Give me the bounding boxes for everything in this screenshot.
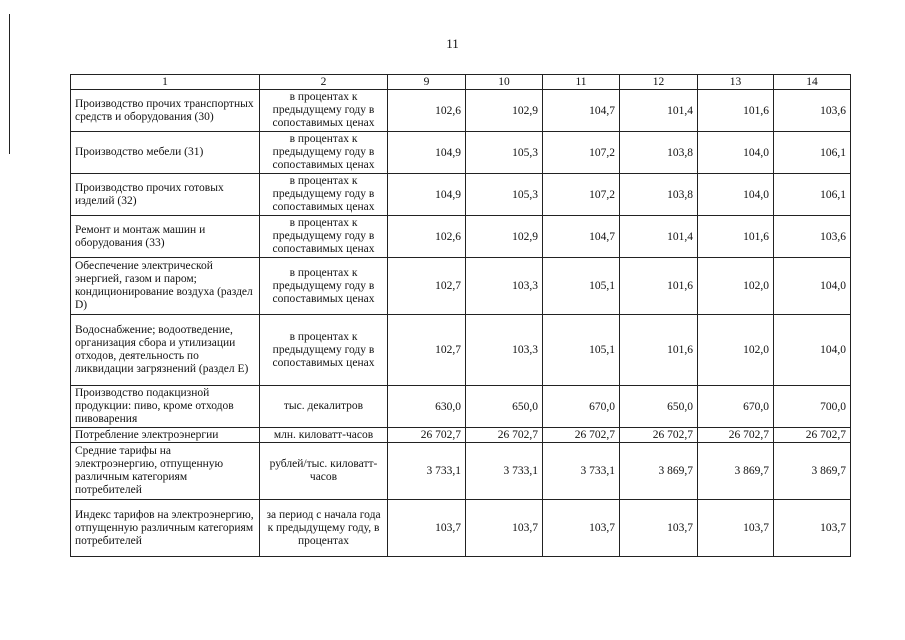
value-cell: 106,1 bbox=[774, 132, 851, 174]
value-cell: 650,0 bbox=[466, 386, 543, 428]
table-row bbox=[71, 216, 851, 258]
value-cell: 103,3 bbox=[466, 315, 543, 386]
value-cell: 107,2 bbox=[543, 132, 620, 174]
unit-cell: млн. киловатт-часов bbox=[260, 428, 388, 443]
table-row bbox=[71, 90, 851, 132]
value-cell: 103,7 bbox=[698, 500, 774, 557]
value-cell: 102,0 bbox=[698, 315, 774, 386]
column-header: 12 bbox=[620, 75, 698, 90]
value-cell: 103,7 bbox=[543, 500, 620, 557]
unit-cell: в процентах к предыдущему году в сопоставимых ценах bbox=[260, 90, 388, 132]
value-cell: 101,4 bbox=[620, 90, 698, 132]
value-cell: 105,3 bbox=[466, 132, 543, 174]
value-cell: 650,0 bbox=[620, 386, 698, 428]
table-row bbox=[71, 386, 851, 428]
unit-cell: в процентах к предыдущему году в сопоставимых ценах bbox=[260, 315, 388, 386]
value-cell: 103,7 bbox=[620, 500, 698, 557]
value-cell: 102,6 bbox=[388, 216, 466, 258]
value-cell: 104,7 bbox=[543, 216, 620, 258]
indicator-cell: Производство подакцизной продукции: пиво, кроме отходов пивоварения bbox=[71, 386, 260, 428]
value-cell: 26 702,7 bbox=[774, 428, 851, 443]
value-cell: 104,0 bbox=[698, 132, 774, 174]
indicator-cell: Производство прочих готовых изделий (32) bbox=[71, 174, 260, 216]
value-cell: 26 702,7 bbox=[543, 428, 620, 443]
value-cell: 3 733,1 bbox=[466, 443, 543, 500]
column-header: 11 bbox=[543, 75, 620, 90]
value-cell: 26 702,7 bbox=[698, 428, 774, 443]
value-cell: 3 733,1 bbox=[388, 443, 466, 500]
value-cell: 103,6 bbox=[774, 216, 851, 258]
value-cell: 630,0 bbox=[388, 386, 466, 428]
table-row bbox=[71, 174, 851, 216]
value-cell: 105,1 bbox=[543, 315, 620, 386]
unit-cell: тыс. декалитров bbox=[260, 386, 388, 428]
value-cell: 104,0 bbox=[774, 315, 851, 386]
column-header: 2 bbox=[260, 75, 388, 90]
unit-cell: рублей/тыс. киловатт-часов bbox=[260, 443, 388, 500]
column-header: 13 bbox=[698, 75, 774, 90]
value-cell: 26 702,7 bbox=[466, 428, 543, 443]
indicator-cell: Индекс тарифов на электроэнергию, отпущенную различным категориям потребителей bbox=[71, 500, 260, 557]
value-cell: 103,3 bbox=[466, 258, 543, 315]
value-cell: 26 702,7 bbox=[620, 428, 698, 443]
value-cell: 107,2 bbox=[543, 174, 620, 216]
indicator-cell: Потребление электроэнергии bbox=[71, 428, 260, 443]
value-cell: 102,0 bbox=[698, 258, 774, 315]
value-cell: 104,0 bbox=[774, 258, 851, 315]
indicator-cell: Производство мебели (31) bbox=[71, 132, 260, 174]
column-header: 9 bbox=[388, 75, 466, 90]
value-cell: 101,4 bbox=[620, 216, 698, 258]
value-cell: 105,3 bbox=[466, 174, 543, 216]
value-cell: 700,0 bbox=[774, 386, 851, 428]
value-cell: 106,1 bbox=[774, 174, 851, 216]
value-cell: 101,6 bbox=[698, 216, 774, 258]
value-cell: 102,9 bbox=[466, 216, 543, 258]
indicator-cell: Водоснабжение; водоотведение, организация сбора и утилизации отходов, деятельность по ликвидации загрязнений (раздел E) bbox=[71, 315, 260, 386]
value-cell: 103,6 bbox=[774, 90, 851, 132]
value-cell: 104,9 bbox=[388, 174, 466, 216]
table-row bbox=[71, 315, 851, 386]
column-header: 10 bbox=[466, 75, 543, 90]
value-cell: 670,0 bbox=[698, 386, 774, 428]
unit-cell: в процентах к предыдущему году в сопоставимых ценах bbox=[260, 258, 388, 315]
table-row bbox=[71, 443, 851, 500]
column-header: 1 bbox=[71, 75, 260, 90]
value-cell: 103,7 bbox=[774, 500, 851, 557]
column-header: 14 bbox=[774, 75, 851, 90]
indicator-cell: Ремонт и монтаж машин и оборудования (33) bbox=[71, 216, 260, 258]
value-cell: 101,6 bbox=[698, 90, 774, 132]
unit-cell: за период с начала года к предыдущему году, в процентах bbox=[260, 500, 388, 557]
value-cell: 101,6 bbox=[620, 315, 698, 386]
value-cell: 101,6 bbox=[620, 258, 698, 315]
value-cell: 103,7 bbox=[388, 500, 466, 557]
value-cell: 102,6 bbox=[388, 90, 466, 132]
table-row bbox=[71, 500, 851, 557]
value-cell: 670,0 bbox=[543, 386, 620, 428]
value-cell: 102,7 bbox=[388, 258, 466, 315]
value-cell: 3 869,7 bbox=[620, 443, 698, 500]
page-number: 11 bbox=[446, 36, 459, 51]
data-table bbox=[70, 74, 851, 557]
value-cell: 104,0 bbox=[698, 174, 774, 216]
value-cell: 102,9 bbox=[466, 90, 543, 132]
value-cell: 103,8 bbox=[620, 132, 698, 174]
indicator-cell: Обеспечение электрической энергией, газом и паром; кондиционирование воздуха (раздел D) bbox=[71, 258, 260, 315]
value-cell: 3 869,7 bbox=[774, 443, 851, 500]
value-cell: 3 869,7 bbox=[698, 443, 774, 500]
table-row bbox=[71, 132, 851, 174]
value-cell: 103,8 bbox=[620, 174, 698, 216]
value-cell: 103,7 bbox=[466, 500, 543, 557]
value-cell: 104,7 bbox=[543, 90, 620, 132]
unit-cell: в процентах к предыдущему году в сопоставимых ценах bbox=[260, 174, 388, 216]
table-row bbox=[71, 428, 851, 443]
indicator-cell: Производство прочих транспортных средств и оборудования (30) bbox=[71, 90, 260, 132]
indicator-cell: Средние тарифы на электроэнергию, отпущенную различным категориям потребителей bbox=[71, 443, 260, 500]
value-cell: 104,9 bbox=[388, 132, 466, 174]
margin-line bbox=[9, 14, 10, 154]
unit-cell: в процентах к предыдущему году в сопоставимых ценах bbox=[260, 216, 388, 258]
value-cell: 26 702,7 bbox=[388, 428, 466, 443]
table-row bbox=[71, 258, 851, 315]
value-cell: 102,7 bbox=[388, 315, 466, 386]
header-row bbox=[71, 75, 851, 90]
value-cell: 105,1 bbox=[543, 258, 620, 315]
value-cell: 3 733,1 bbox=[543, 443, 620, 500]
unit-cell: в процентах к предыдущему году в сопоставимых ценах bbox=[260, 132, 388, 174]
